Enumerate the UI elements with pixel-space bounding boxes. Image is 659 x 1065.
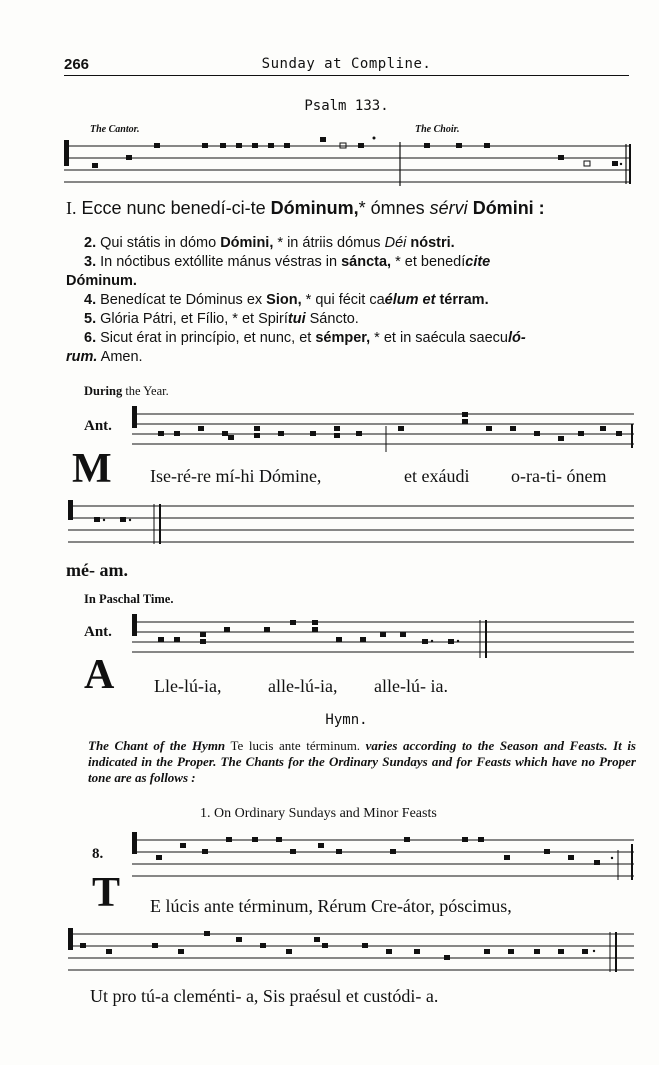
chant-notation xyxy=(64,922,634,976)
lyric-line-3: o-ra-ti- ónem xyxy=(511,466,607,486)
hymn-lyric-1: E lúcis ante términum, Rérum Cre-átor, póscimus, xyxy=(150,896,512,916)
choir-label: The Choir. xyxy=(415,124,460,135)
mode-number: 8. xyxy=(92,846,104,862)
verse-1-text: Ecce nunc benedí-ci-te xyxy=(81,198,271,218)
verse-6: 6. Sicut érat in princípio, et nunc, et sémper, * et in saécula saeculó- rum. Amen. xyxy=(66,330,526,365)
during-year-staff-2 xyxy=(64,496,634,548)
chant-notation xyxy=(64,118,631,188)
hymn-title: Hymn. xyxy=(325,712,368,728)
verses-block xyxy=(66,234,632,367)
verse-1-bold: Dóminum, xyxy=(270,198,359,218)
hymn-lyric-2: Ut pro tú-a cleménti- a, Sis praésul et custódi- a. xyxy=(90,986,439,1006)
ant-label: Ant. xyxy=(84,418,112,434)
drop-initial-m: M xyxy=(72,446,112,492)
verse-1-italic: sérvi xyxy=(429,198,468,218)
paschal-heading: In Paschal Time. xyxy=(84,592,174,606)
verse-5: 5. Glória Pátri, et Fílio, * et Spirítui Sáncto. xyxy=(84,311,359,327)
during-year-heading: During the Year. xyxy=(84,384,169,398)
drop-initial-t: T xyxy=(92,870,121,916)
paschal-lyric-3: alle-lú- ia. xyxy=(374,676,448,696)
during-year-staff xyxy=(64,404,634,454)
chant-notation xyxy=(64,612,634,664)
lyric-line-2: et exáudi xyxy=(404,466,470,486)
verse-4: 4. Benedícat te Dóminus ex Sion, * qui fécit caélum et térram. xyxy=(84,292,489,308)
drop-initial-a: A xyxy=(84,652,115,698)
ant-label: Ant. xyxy=(84,624,112,640)
verse-1 xyxy=(66,198,545,219)
verse-1-end: Dómini : xyxy=(467,198,545,218)
verse-1-mid: * ómnes xyxy=(358,198,430,218)
hymn-rubric: The Chant of the Hymn Te lucis ante términum. varies according to the Season and Feasts. It is indicated in the Proper. The Chants for the Ordinary Sundays and for Feasts which have no Proper tone are as follows : xyxy=(88,738,636,785)
verse-2: 2. Qui státis in dómo Dómini, * in átriis dómus Déi nóstri. xyxy=(84,235,455,251)
running-title: Sunday at Compline. xyxy=(261,56,432,72)
paschal-lyric-2: alle-lú-ia, xyxy=(268,676,338,696)
hymn-staff-2 xyxy=(64,922,634,976)
psalm-tone-staff xyxy=(64,118,631,188)
lyric-line-1: Ise-ré-re mí-hi Dómine, xyxy=(150,466,322,486)
cantor-label: The Cantor. xyxy=(90,124,140,135)
page-number: 266 xyxy=(64,56,90,73)
verse-3: 3. In nóctibus extóllite mánus véstras in sáncta, * et benedícite Dóminum. xyxy=(66,254,491,289)
header-rule xyxy=(64,75,629,76)
chant-notation xyxy=(64,496,634,548)
paschal-lyric-1: Lle-lú-ia, xyxy=(154,676,222,696)
chant-notation xyxy=(64,830,634,886)
psalm-title: Psalm 133. xyxy=(304,98,389,114)
paschal-staff xyxy=(64,612,634,664)
hymn-staff-1 xyxy=(64,830,634,886)
lyric-line-4: mé- am. xyxy=(66,560,128,580)
page-header xyxy=(64,56,629,76)
hymn-subtitle: 1. On Ordinary Sundays and Minor Feasts xyxy=(200,806,437,821)
chant-notation xyxy=(64,404,634,454)
verse-1-number: I. xyxy=(66,198,77,218)
